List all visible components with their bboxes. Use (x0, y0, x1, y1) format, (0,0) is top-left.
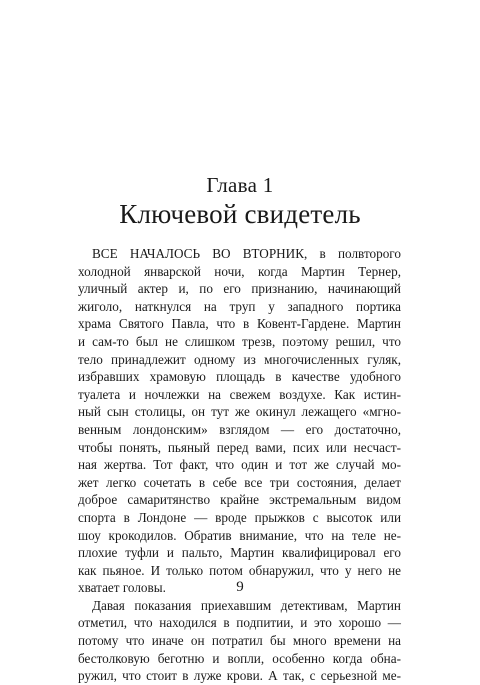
text-line: избравших храмовую площадь в качестве удобного (78, 369, 401, 385)
text-line: бестолковую беготню и вопли, особенно когда обна- (78, 650, 401, 666)
text-line: туалета и ночлежки на свежем воздухе. Как истин- (78, 386, 401, 402)
text-line: чтобы понять, пьяный перед вами, псих или несчаст- (78, 439, 401, 455)
text-line: жет легко сочетать в себе все три состояния, делает (78, 474, 401, 490)
text-line: ружил, что стоит в луже крови. А так, с серьезной ме- (78, 668, 401, 684)
text-line: и сам-то был не слишком трезв, поэтому решил, что (78, 333, 401, 349)
text-line: Давая показания приехавшим детективам, Мартин (92, 597, 401, 613)
text-line: доброе самаритянство крайне экстремальным видом (78, 492, 401, 508)
text-line: тело принадлежит одному из многочисленных гуляк, (78, 351, 401, 367)
chapter-label: Глава 1 (206, 173, 274, 197)
text-line: отметил, что находился в подпитии, и это хорошо — (78, 615, 401, 631)
page-number: 9 (236, 579, 244, 595)
text-line: холодной январской ночи, когда Мартин Тернер, (78, 263, 401, 279)
text-line: венным лондонским» взглядом — его достаточно, (78, 421, 401, 437)
text-line: ный сын столицы, он тут же окинул лежащего «мгно- (78, 404, 401, 420)
text-line: хватает головы. (78, 580, 166, 596)
text-line: жиголо, наткнулся на труп у западного портика (78, 298, 401, 314)
text-line: плохие туфли и пальто, Мартин квалифицировал его (78, 545, 401, 561)
text-line: как пьяное. И только потом обнаружил, что у него не (78, 562, 401, 578)
text-line: уличный актер и, по его признанию, начинающий (78, 281, 401, 297)
text-line: храма Святого Павла, что в Ковент-Гардене. Мартин (78, 316, 401, 332)
text-line: потому что иначе он потратил бы много времени на (78, 633, 401, 649)
text-line: ВСЕ НАЧАЛОСЬ ВО ВТОРНИК, в полвторого (92, 246, 401, 261)
chapter-title: Ключевой свидетель (119, 199, 361, 229)
text-line: ная жертва. Тот факт, что один и тот же случай мо- (78, 457, 401, 473)
text-line: шоу крокодилов. Обратив внимание, что на теле не- (78, 527, 401, 543)
chapter-body-text (78, 245, 401, 685)
text-line: спорта в Лондоне — вроде прыжков с высоток или (78, 509, 401, 525)
